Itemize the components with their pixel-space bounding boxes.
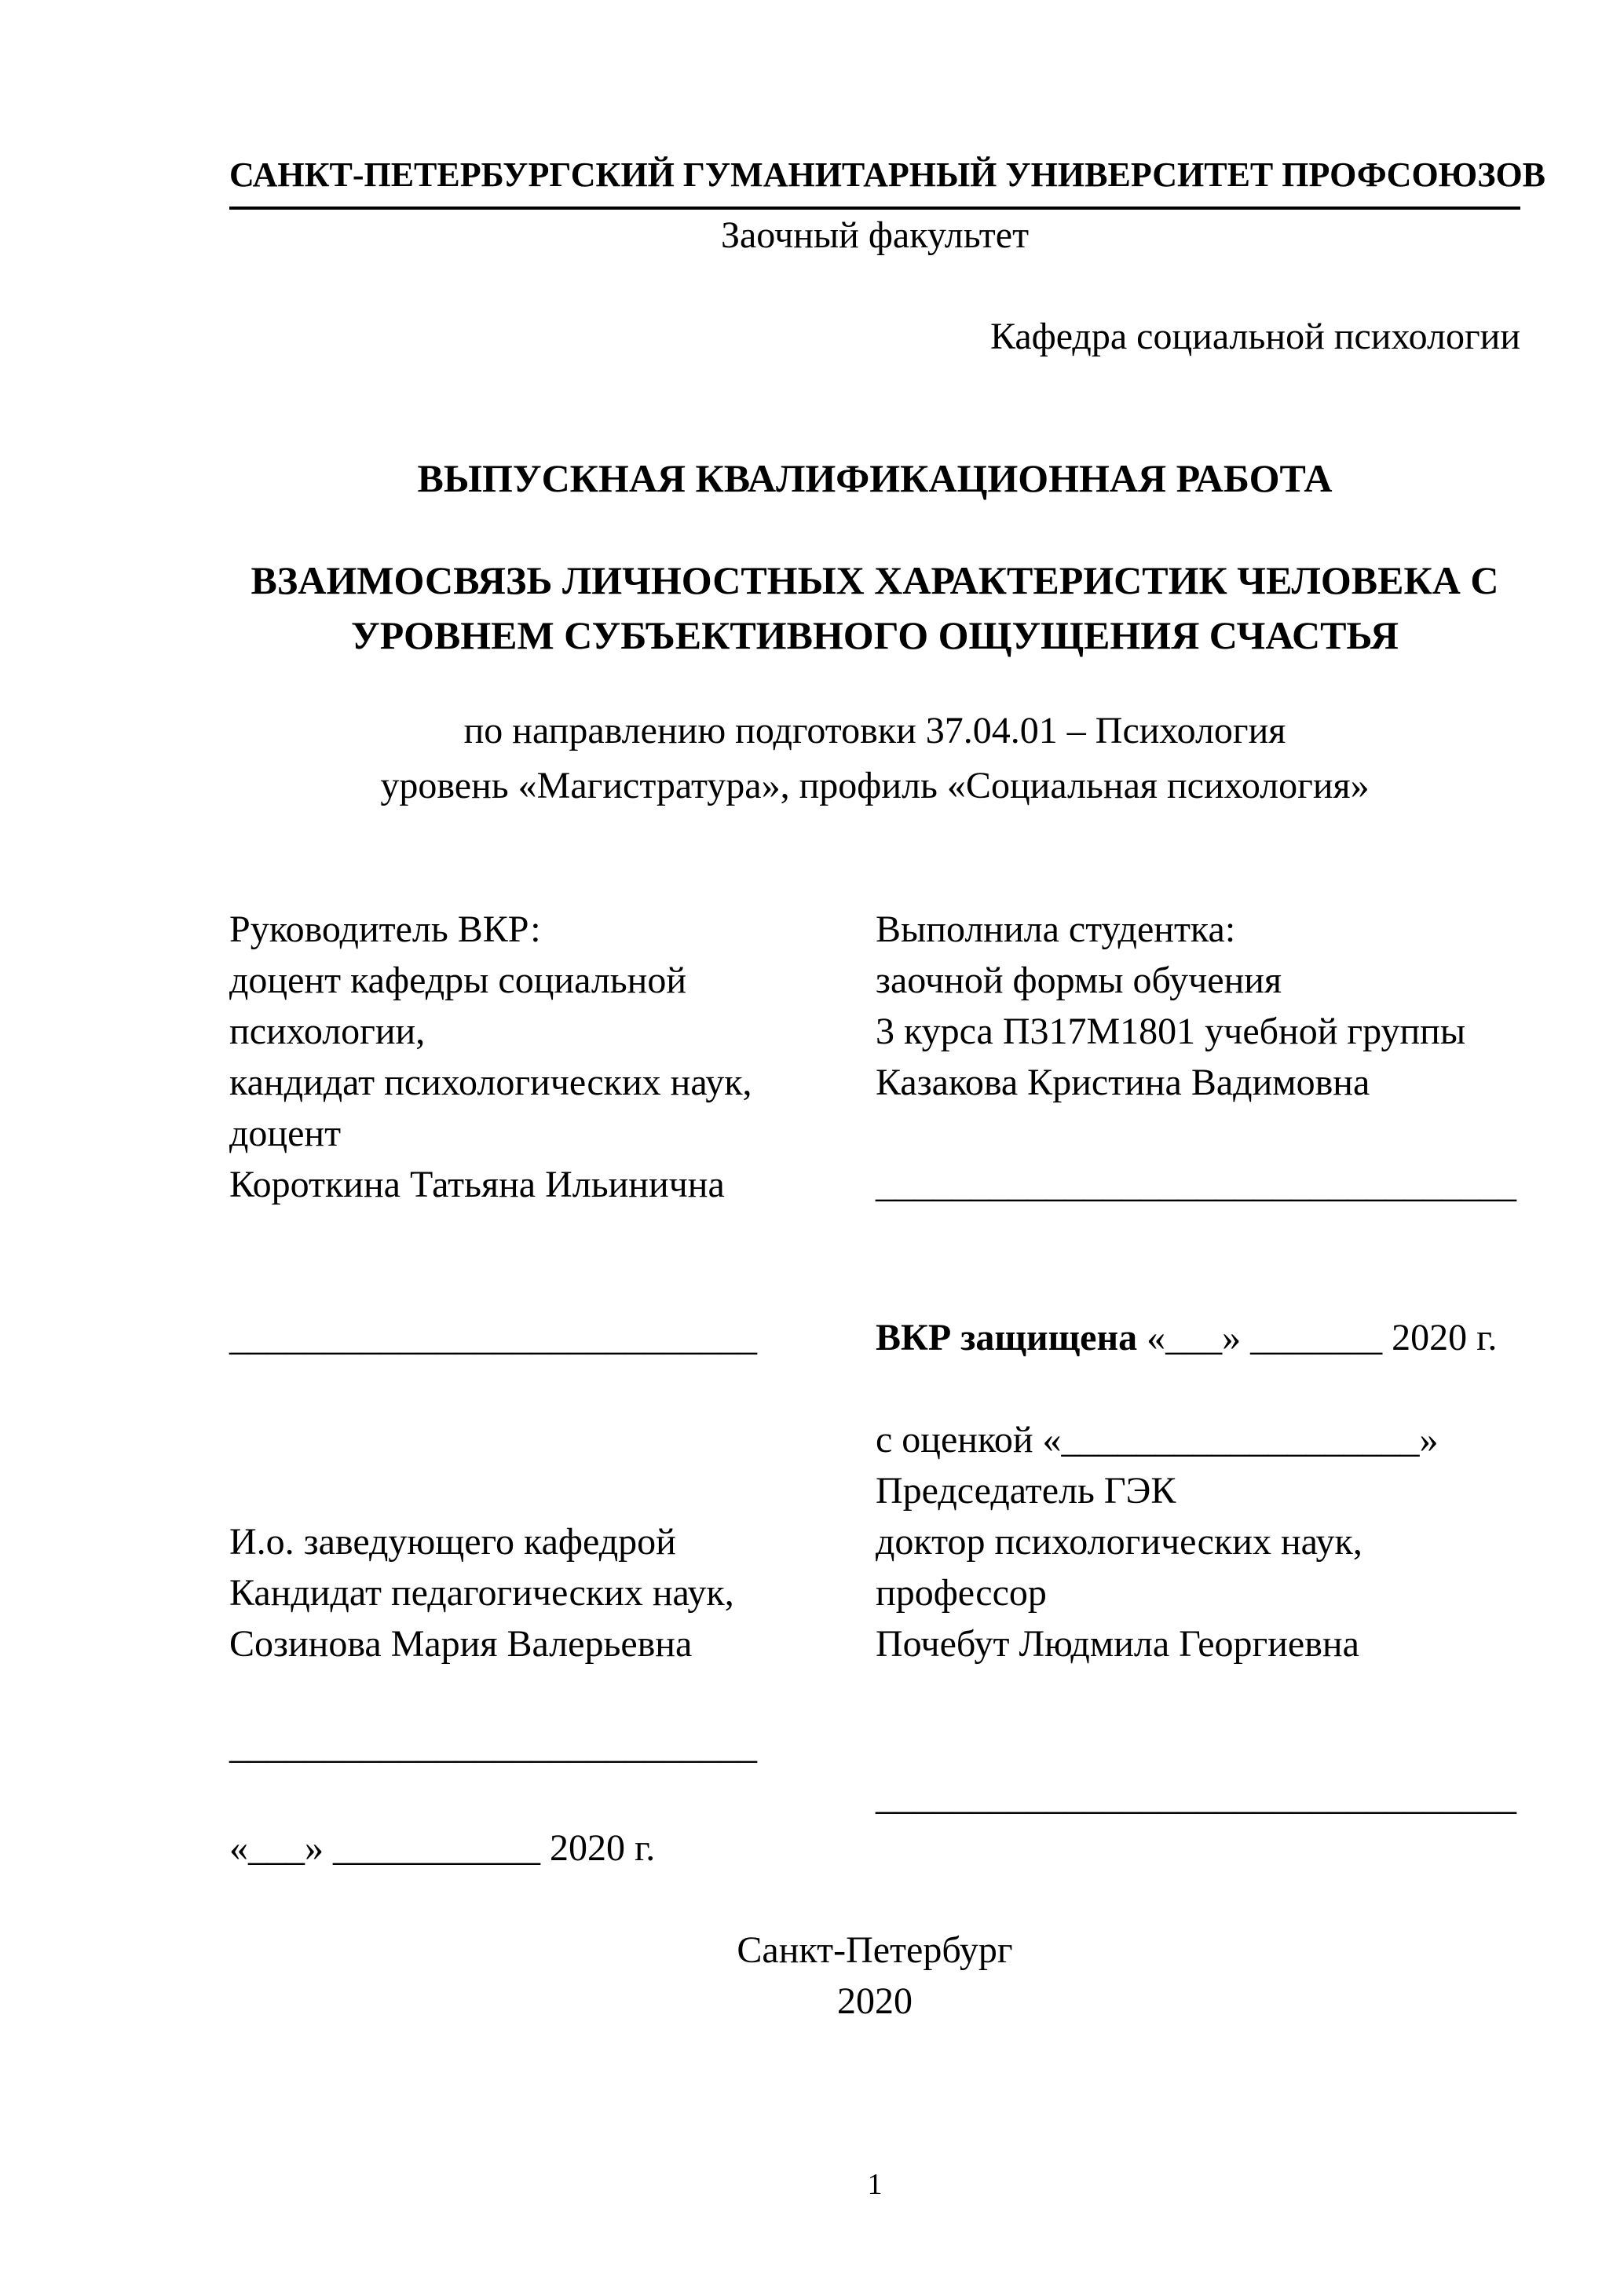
student-name: Казакова Кристина Вадимовна <box>876 1062 1370 1103</box>
defense-date-line <box>876 1312 1520 1363</box>
left-column <box>229 904 876 1874</box>
blank-line <box>229 1363 876 1414</box>
head-degree-line: Кандидат педагогических наук, <box>229 1572 734 1614</box>
chair-degree-line: доктор психологических наук, <box>876 1521 1362 1563</box>
defense-date-blank: «___» _______ 2020 г. <box>1137 1317 1498 1358</box>
supervisor-signature-line: ____________________________ <box>229 1317 757 1358</box>
program-direction-line-2: уровень «Магистратура», профиль «Социальная психология» <box>380 765 1370 806</box>
student-label: Выполнила студентка: <box>876 909 1236 950</box>
blank-line <box>876 1210 1520 1261</box>
student-info-line-2: 3 курса П317М1801 учебной группы <box>876 1011 1466 1052</box>
supervisor-position-line-4: доцент <box>229 1113 342 1154</box>
student-info-line-1: заочной формы обучения <box>876 960 1282 1001</box>
thesis-title <box>229 553 1520 663</box>
city: Санкт-Петербург <box>737 1929 1013 1971</box>
supervisor-position-line-1: доцент кафедры социальной <box>229 960 687 1001</box>
head-role-line: И.о. заведующего кафедрой <box>229 1521 676 1563</box>
department-name: Кафедра социальной психологии <box>989 316 1520 357</box>
blank-line <box>229 1669 876 1720</box>
student-signature-line: __________________________________ <box>876 1164 1516 1205</box>
blank-line <box>876 1669 1520 1720</box>
chair-name: Почебут Людмила Георгиевна <box>876 1623 1359 1665</box>
supervisor-name: Короткина Татьяна Ильинична <box>229 1164 725 1205</box>
blank-line <box>876 1720 1520 1771</box>
blank-line <box>229 1261 876 1312</box>
blank-line <box>229 1465 876 1516</box>
blank-line <box>229 1771 876 1823</box>
program-direction-line-1: по направлению подготовки 37.04.01 – Психология <box>463 710 1286 751</box>
work-type-heading: ВЫПУСКНАЯ КВАЛИФИКАЦИОННАЯ РАБОТА <box>417 456 1333 500</box>
program-direction <box>229 704 1520 813</box>
blank-line <box>876 1108 1520 1159</box>
faculty-name: Заочный факультет <box>720 214 1030 256</box>
head-date-line: «___» ___________ 2020 г. <box>229 1827 656 1869</box>
chair-rank-line: профессор <box>876 1572 1047 1614</box>
head-signature-line: ____________________________ <box>229 1725 757 1767</box>
supervisor-position-line-3: кандидат психологических наук, <box>229 1062 752 1103</box>
right-column <box>876 904 1520 1874</box>
blank-line <box>229 1414 876 1465</box>
supervisor-label: Руководитель ВКР: <box>229 909 541 950</box>
university-name: САНКТ-ПЕТЕРБУРГСКИЙ ГУМАНИТАРНЫЙ УНИВЕРСИТЕТ ПРОФСОЮЗОВ <box>229 153 1520 210</box>
thesis-title-line-2: УРОВНЕМ СУБЪЕКТИВНОГО ОЩУЩЕНИЯ СЧАСТЬЯ <box>351 613 1399 657</box>
blank-line <box>229 1210 876 1261</box>
chair-role-line: Председатель ГЭК <box>876 1470 1176 1512</box>
blank-line <box>876 1363 1520 1414</box>
chair-signature-line: __________________________________ <box>876 1776 1516 1818</box>
year: 2020 <box>837 1980 913 2022</box>
page-number: 1 <box>867 2168 883 2201</box>
thesis-title-line-1: ВЗАИМОСВЯЗЬ ЛИЧНОСТНЫХ ХАРАКТЕРИСТИК ЧЕЛОВЕКА С <box>251 558 1499 602</box>
head-name: Созинова Мария Валерьевна <box>229 1623 693 1665</box>
grade-line: с оценкой «___________________» <box>876 1419 1439 1461</box>
blank-line <box>876 1261 1520 1312</box>
imprint <box>229 1925 1520 2027</box>
supervisor-position-line-2: психологии, <box>229 1011 426 1052</box>
defense-label: ВКР защищена <box>876 1317 1138 1358</box>
signatures-section <box>229 904 1520 1874</box>
